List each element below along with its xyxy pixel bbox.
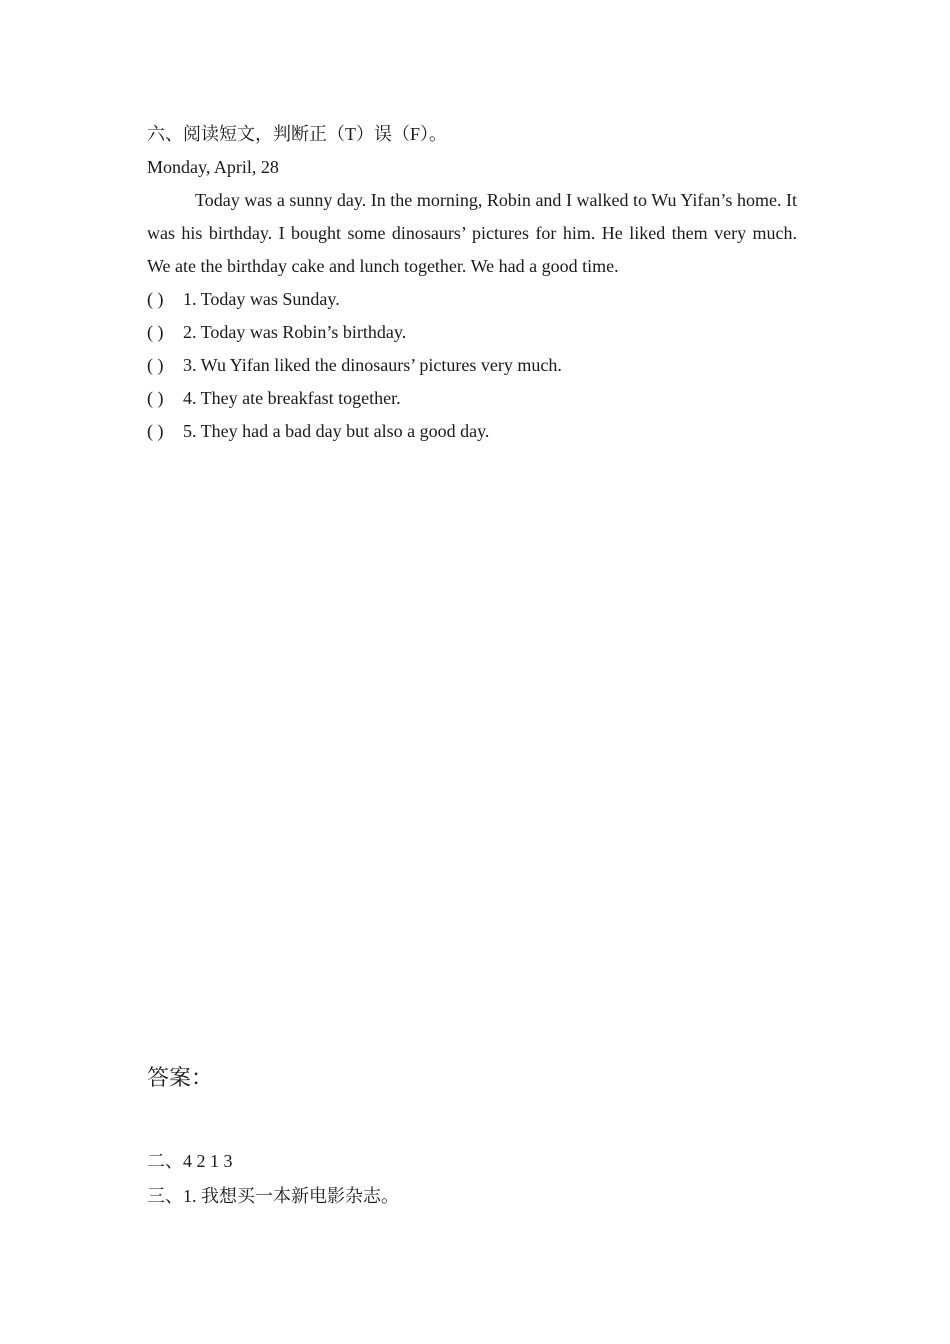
question-item [147,283,340,316]
question-item [147,415,489,448]
reading-passage: Today was a sunny day. In the morning, Robin and I walked to Wu Yifan’s home. It was his birthday. I bought some dinosaurs’ pictures for him. He liked them very much. We ate the birthday cake and lunch together. We had a good time. [147,190,797,276]
question-text: 2. Today was Robin’s birthday. [183,322,407,342]
answer-blank: ( ) [147,421,164,441]
answer-blank: ( ) [147,388,164,408]
question-text: 3. Wu Yifan liked the dinosaurs’ pictures very much. [183,355,562,375]
answer-line: 三、1. 我想买一本新电影杂志。 [147,1186,399,1206]
answers-heading: 答案： [147,1065,214,1090]
question-item [147,349,562,382]
question-text: 5. They had a bad day but also a good day. [183,421,490,441]
answer-blank: ( ) [147,355,164,375]
question-text: 4. They ate breakfast together. [183,388,401,408]
passage-date: Monday, April, 28 [147,157,279,177]
answer-line: 二、4 2 1 3 [147,1151,233,1171]
question-text: 1. Today was Sunday. [183,289,340,309]
question-item [147,316,406,349]
answer-blank: ( ) [147,322,164,342]
question-item [147,382,401,415]
section-heading: 六、阅读短文，判断正（T）误（F）。 [147,124,448,144]
answer-blank: ( ) [147,289,164,309]
